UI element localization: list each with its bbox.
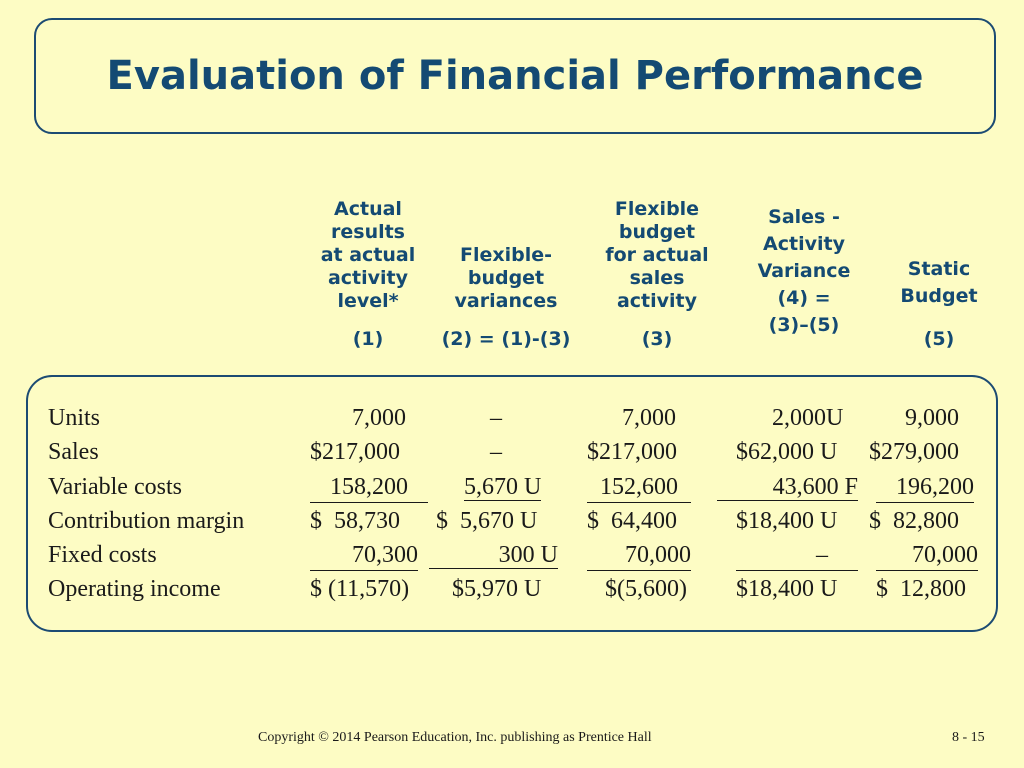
cell-units-activity-variance: 2,000U [772,405,844,431]
cell-contribution-margin-flex-variance: $ 5,670 U [436,508,538,534]
row-label-contribution-margin: Contribution margin [48,508,245,534]
column-heading-static-budget: Static Budget [900,258,978,307]
cell-operating-income-flex-variance: $5,970 U [452,576,542,602]
column-number-3: (3) [641,328,673,350]
column-heading-flexible-budget: Flexible budget for actual sales activity [605,198,709,312]
cell-sales-activity-variance: $62,000 U [736,439,838,465]
column-number-5: (5) [923,328,955,350]
cell-operating-income-static: $ 12,800 [876,576,966,602]
value: 300 U [429,542,558,569]
value: 5,670 U [464,474,542,500]
slide-title: Evaluation of Financial Performance [106,53,924,99]
cell-fixed-costs-flex-variance [418,540,558,570]
cell-operating-income-flex-budget: $(5,600) [605,576,687,602]
column-number-1: (1) [352,328,384,350]
row-label-units: Units [48,405,101,431]
cell-contribution-margin-actual: $ 58,730 [310,508,400,534]
cell-variable-costs-flex-variance [464,472,541,502]
title-box [34,18,996,134]
column-heading-sales-activity-variance: Sales - Activity Variance (4) = (3)–(5) [757,206,851,336]
cell-sales-actual: $217,000 [310,439,400,465]
row-label-operating-income: Operating income [48,576,221,602]
cell-fixed-costs-actual [310,540,418,571]
cell-units-actual: 7,000 [352,405,406,431]
value: 158,200 [330,474,408,500]
cell-fixed-costs-activity-variance [736,540,858,571]
value: 70,000 [625,542,691,568]
cell-contribution-margin-flex-budget: $ 64,400 [587,508,677,534]
cell-variable-costs-flex-budget [587,472,691,503]
cell-units-flex-budget: 7,000 [622,405,676,431]
value: 152,600 [600,474,678,500]
page-number: 8 - 15 [952,730,985,745]
cell-fixed-costs-flex-budget [587,540,691,571]
cell-sales-static: $279,000 [869,439,959,465]
cell-sales-flex-variance: – [490,439,502,465]
cell-variable-costs-activity-variance [690,472,858,502]
cell-operating-income-activity-variance: $18,400 U [736,576,838,602]
cell-contribution-margin-activity-variance: $18,400 U [736,508,838,534]
cell-fixed-costs-static [876,540,978,571]
row-label-sales: Sales [48,439,99,465]
cell-variable-costs-static [876,472,974,503]
cell-contribution-margin-static: $ 82,800 [869,508,959,534]
value: 196,200 [896,474,974,500]
cell-units-static: 9,000 [905,405,959,431]
row-label-fixed-costs: Fixed costs [48,542,157,568]
column-heading-flexible-budget-variances: Flexible- budget variances [454,244,558,312]
copyright-notice: Copyright © 2014 Pearson Education, Inc. publishing as Prentice Hall [258,730,652,745]
row-label-variable-costs: Variable costs [48,474,182,500]
column-number-2: (2) = (1)-(3) [441,328,571,350]
cell-sales-flex-budget: $217,000 [587,439,677,465]
value: 70,300 [352,542,418,568]
value: 43,600 F [717,474,858,501]
cell-operating-income-actual: $ (11,570) [310,576,410,602]
cell-units-flex-variance: – [490,405,502,431]
column-heading-actual: Actual results at actual activity level* [320,198,416,312]
cell-variable-costs-actual [310,472,428,503]
value: 70,000 [912,542,978,568]
value: – [816,542,828,568]
